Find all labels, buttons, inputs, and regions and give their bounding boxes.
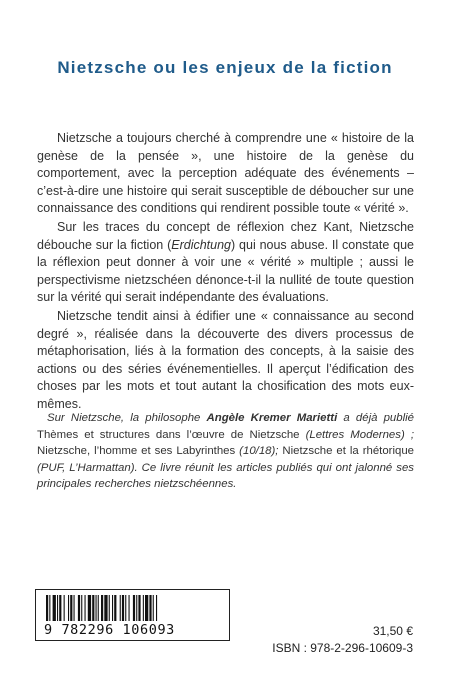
barcode-bar xyxy=(156,595,157,621)
barcode xyxy=(35,589,230,641)
barcode-bar xyxy=(78,595,80,621)
barcode-bar xyxy=(92,595,94,621)
italic-term: Erdichtung xyxy=(171,237,232,252)
barcode-bar xyxy=(153,595,154,621)
barcode-bar xyxy=(120,595,121,621)
barcode-bar xyxy=(64,595,65,621)
blurb xyxy=(37,130,414,415)
barcode-bar xyxy=(133,595,135,621)
isbn: ISBN : 978-2-296-10609-3 xyxy=(272,641,413,655)
barcode-bar xyxy=(109,595,110,621)
barcode-bar xyxy=(81,595,82,621)
barcode-bar xyxy=(114,595,116,621)
barcode-bar xyxy=(59,595,61,621)
barcode-bar xyxy=(53,595,56,621)
book-title-3: Nietzsche et la rhétorique xyxy=(282,445,414,457)
price: 31,50 € xyxy=(372,624,413,638)
author-name: Angèle Kremer Marietti xyxy=(206,412,338,424)
author-note: Sur Nietzsche, la philosophe Angèle Kremer Marietti a déjà publié Thèmes et structures dans l’œuvre de Nietzsche (Lettres Modernes) ; Nietzsche, l’homme et ses Labyrinthes (10/18); Nietzsche et la rhétorique (PUF, L’Harmattan). Ce livre réunit les articles publiés qui ont jalonné ses principales recherches nietzschéennes. xyxy=(37,412,414,490)
book-title: Nietzsche ou les enjeux de la fiction xyxy=(57,58,393,77)
blurb-paragraph-1: Nietzsche a toujours cherché à comprendre une « histoire de la genèse de la pensée », une histoire de la genèse du comportement, avec la perception adéquate des événements – c’est-à-dire une histoire qui serait susceptible de déboucher sur une connaissance des conditions qui rendirent possible toute « vérité ». xyxy=(37,131,414,216)
book-title-1: Thèmes et structures dans l’œuvre de Nietzsche xyxy=(37,428,300,441)
barcode-bar xyxy=(136,595,137,621)
barcode-bar xyxy=(57,595,58,621)
barcode-bar xyxy=(70,595,72,621)
barcode-bar xyxy=(74,595,75,621)
barcode-digits: 9 782296 106093 xyxy=(44,622,175,638)
blurb-paragraph-3: Nietzsche tendit ainsi à édifier une « connaissance au second degré », réalisée dans la découverte des divers processus de métaphorisation, liés à la formation des concepts, à la saisie des actions ou des séries événementielles. Il aperçut l’édification des choses par les mots et tout autant la chosification des mots eux-mêmes. xyxy=(37,308,414,411)
barcode-bar xyxy=(112,595,113,621)
book-title-2: Nietzsche, l’homme et ses Labyrinthes xyxy=(37,445,236,457)
barcode-bar xyxy=(145,595,148,621)
barcode-bar xyxy=(49,595,50,621)
barcode-bar xyxy=(122,595,124,621)
barcode-bar xyxy=(104,595,107,621)
blurb-paragraph-2: Sur les traces du concept de réflexion chez Kant, Nietzsche débouche sur la fiction (Erdichtung) qui nous abuse. Il constate que la réflexion peut donner à voir une « vérité » multiple ; aussi le perspectivisme nietzschéen dénonce-t-il la nullité de toute question sur la vérité qui serait indépendante des évaluations. xyxy=(37,219,414,305)
barcode-bar xyxy=(101,595,103,621)
barcode-bar xyxy=(96,595,97,621)
barcode-bars xyxy=(44,595,224,621)
barcode-bar xyxy=(129,595,130,621)
barcode-bar xyxy=(68,595,69,621)
barcode-bar xyxy=(149,595,151,621)
barcode-bar xyxy=(143,595,144,621)
barcode-bar xyxy=(125,595,126,621)
barcode-bar xyxy=(98,595,99,621)
barcode-bar xyxy=(88,595,91,621)
barcode-bar xyxy=(85,595,86,621)
barcode-bar xyxy=(46,595,48,621)
barcode-bar xyxy=(138,595,140,621)
